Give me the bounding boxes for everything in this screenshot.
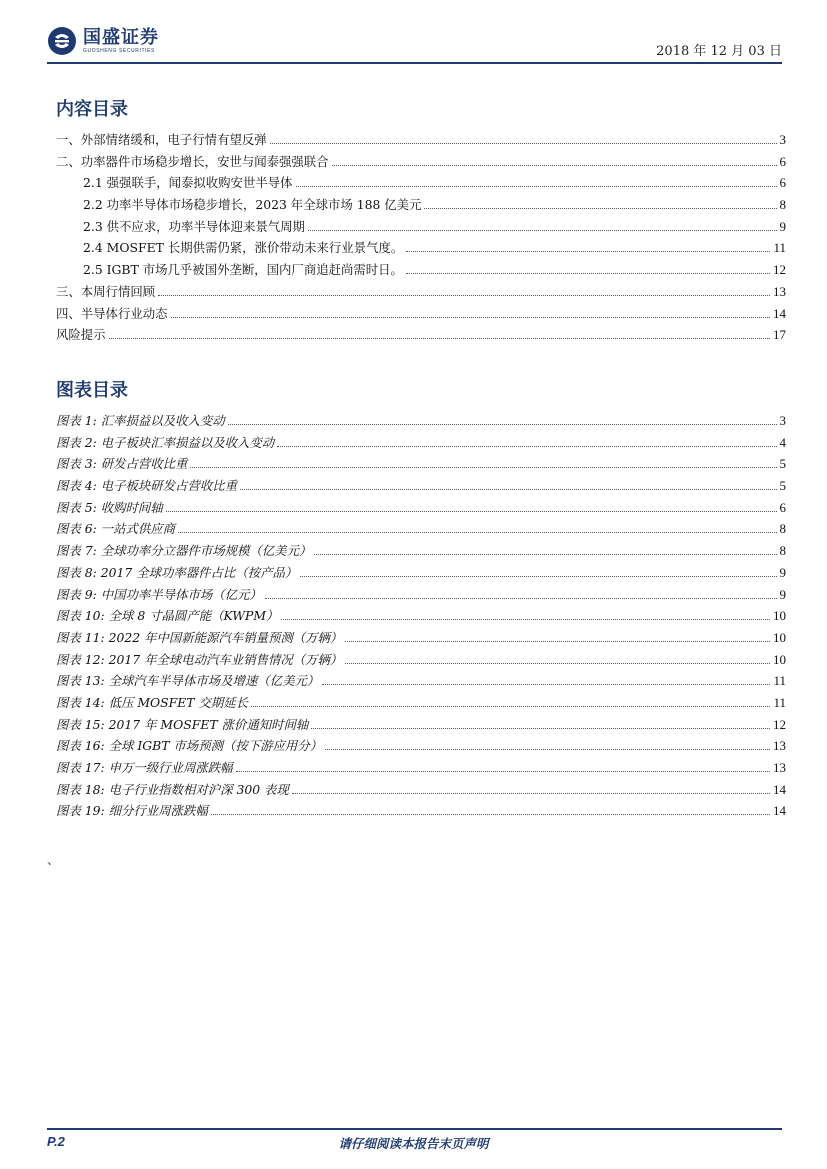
entry-label: 图表 10: 全球 8 寸晶圆产能（KWPM） [56,608,279,624]
dot-leader [296,186,777,187]
entry-page-number: 5 [779,456,786,472]
toc-entry[interactable] [56,304,786,326]
footer-divider [47,1128,782,1130]
entry-page-number: 3 [779,132,786,147]
report-date: 2018 年 12 月 03 日 [656,44,782,59]
toc-entry[interactable] [56,152,786,174]
dot-leader [345,641,770,642]
entry-label: 2.3 供不应求，功率半导体迎来景气周期 [83,218,305,234]
entry-page-number: 8 [779,521,786,537]
entry-page-number: 5 [779,478,786,494]
entry-page-number: 6 [779,175,786,191]
entry-label: 2.2 功率半导体市场稳步增长，2023 年全球市场 188 亿美元 [83,197,422,213]
figure-entry[interactable] [56,476,786,498]
dot-leader [281,619,770,620]
dot-leader [311,728,770,729]
entry-label: 图表 2: 电子板块汇率损益以及收入变动 [56,434,275,450]
figure-entry[interactable] [56,541,786,563]
dot-leader [292,793,770,794]
entry-label: 图表 8: 2017 全球功率器件占比（按产品） [56,564,298,580]
figure-entry[interactable] [56,454,786,476]
entry-page-number: 13 [773,283,786,299]
entry-label: 图表 6: 一站式供应商 [56,521,176,537]
dot-leader [251,706,770,707]
figure-entry[interactable] [56,758,786,780]
entry-page-number: 14 [773,781,786,797]
entry-page-number: 14 [773,305,786,321]
entry-label: 四、半导体行业动态 [56,305,168,321]
toc-entry[interactable] [56,238,786,260]
dot-leader [228,424,777,425]
figure-entry[interactable] [56,433,786,455]
figure-entry[interactable] [56,498,786,520]
entry-page-number: 10 [773,608,786,624]
entry-label: 图表 4: 电子板块研发占营收比重 [56,478,238,494]
dot-leader [190,467,776,468]
entry-page-number: 13 [773,760,786,775]
dot-leader [270,143,777,144]
brand-name-cn: 国盛证券 [83,26,159,48]
contents-title: 内容目录 [56,99,128,120]
entry-page-number: 3 [779,413,786,428]
entry-page-number: 11 [773,694,786,710]
figures-list [56,411,786,823]
page-number: P.2 [47,1134,65,1149]
toc-entry[interactable] [56,173,786,195]
figure-entry[interactable] [56,715,786,737]
entry-page-number: 12 [773,262,786,278]
dot-leader [265,598,777,599]
toc-entry[interactable] [56,260,786,282]
dot-leader [109,338,770,339]
dot-leader [424,208,776,209]
toc-entry[interactable] [56,282,786,304]
dot-leader [277,446,776,447]
header-divider [47,62,782,64]
figure-entry[interactable] [56,628,786,650]
entry-page-number: 13 [773,738,786,754]
figure-entry[interactable] [56,519,786,541]
entry-label: 图表 12: 2017 年全球电动汽车业销售情况（万辆） [56,651,343,667]
entry-label: 一、外部情绪缓和，电子行情有望反弹 [56,132,267,147]
figures-title: 图表目录 [56,380,128,401]
entry-label: 图表 3: 研发占营收比重 [56,456,188,472]
entry-label: 风险提示 [56,327,106,343]
toc-entry[interactable] [56,195,786,217]
dot-leader [300,576,776,577]
entry-label: 二、功率器件市场稳步增长，安世与闻泰强强联合 [56,153,329,169]
contents-list [56,130,786,347]
entry-label: 图表 1: 汇率损益以及收入变动 [56,413,225,428]
entry-label: 三、本周行情回顾 [56,283,156,299]
figure-entry[interactable] [56,780,786,802]
figure-entry[interactable] [56,736,786,758]
brand-logo [47,26,159,56]
toc-entry[interactable] [56,217,786,239]
brand-name-en: GUOSHENG SECURITIES [83,47,155,54]
figure-entry[interactable] [56,606,786,628]
entry-label: 图表 13: 全球汽车半导体市场及增速（亿美元） [56,673,320,689]
dot-leader [236,771,770,772]
entry-page-number: 6 [779,499,786,515]
entry-label: 图表 18: 电子行业指数相对沪深 300 表现 [56,781,289,797]
footer-disclaimer: 请仔细阅读本报告末页声明 [338,1136,489,1151]
dot-leader [171,317,770,318]
entry-label: 2.5 IGBT 市场几乎被国外垄断，国内厂商追赶尚需时日。 [83,262,403,278]
entry-label: 图表 15: 2017 年 MOSFET 涨价通知时间轴 [56,716,309,732]
figure-entry[interactable] [56,671,786,693]
entry-page-number: 11 [773,673,786,689]
entry-page-number: 9 [779,564,786,580]
entry-page-number: 11 [773,240,786,256]
entry-label: 图表 16: 全球 IGBT 市场预测（按下游应用分） [56,738,323,754]
dot-leader [166,511,777,512]
entry-page-number: 10 [773,651,786,667]
dot-leader [211,814,770,815]
entry-page-number: 6 [779,153,786,169]
entry-label: 图表 5: 收购时间轴 [56,499,163,515]
figure-entry[interactable] [56,693,786,715]
figure-entry[interactable] [56,563,786,585]
stray-mark: 、 [47,853,60,867]
dot-leader [178,532,776,533]
dot-leader [158,295,770,296]
entry-label: 图表 19: 细分行业周涨跌幅 [56,803,208,819]
figure-entry[interactable] [56,585,786,607]
entry-label: 图表 7: 全球功率分立器件市场规模（亿美元） [56,543,312,559]
entry-label: 图表 14: 低压 MOSFET 交期延长 [56,694,249,710]
page-header [47,24,782,62]
entry-page-number: 14 [773,803,786,819]
toc-entry[interactable] [56,130,786,152]
dot-leader [332,165,777,166]
entry-page-number: 10 [773,629,786,645]
brand-logo-icon [47,26,77,56]
figure-entry[interactable] [56,650,786,672]
entry-page-number: 12 [773,716,786,732]
entry-page-number: 17 [773,327,786,343]
entry-label: 图表 11: 2022 年中国新能源汽车销量预测（万辆） [56,629,343,645]
dot-leader [322,684,770,685]
entry-label: 2.1 强强联手，闻泰拟收购安世半导体 [83,175,293,191]
entry-page-number: 9 [779,218,786,234]
entry-page-number: 9 [779,586,786,602]
entry-page-number: 4 [779,434,786,450]
dot-leader [406,251,770,252]
dot-leader [345,663,770,664]
toc-entry[interactable] [56,325,786,347]
entry-page-number: 8 [779,543,786,559]
figure-entry[interactable] [56,801,786,823]
entry-page-number: 8 [779,197,786,213]
entry-label: 图表 9: 中国功率半导体市场（亿元） [56,586,262,602]
dot-leader [406,273,770,274]
entry-label: 2.4 MOSFET 长期供需仍紧，涨价带动未来行业景气度。 [83,240,404,256]
dot-leader [325,749,770,750]
entry-label: 图表 17: 申万一级行业周涨跌幅 [56,760,233,775]
dot-leader [314,554,776,555]
dot-leader [308,230,777,231]
dot-leader [240,489,776,490]
figure-entry[interactable] [56,411,786,433]
